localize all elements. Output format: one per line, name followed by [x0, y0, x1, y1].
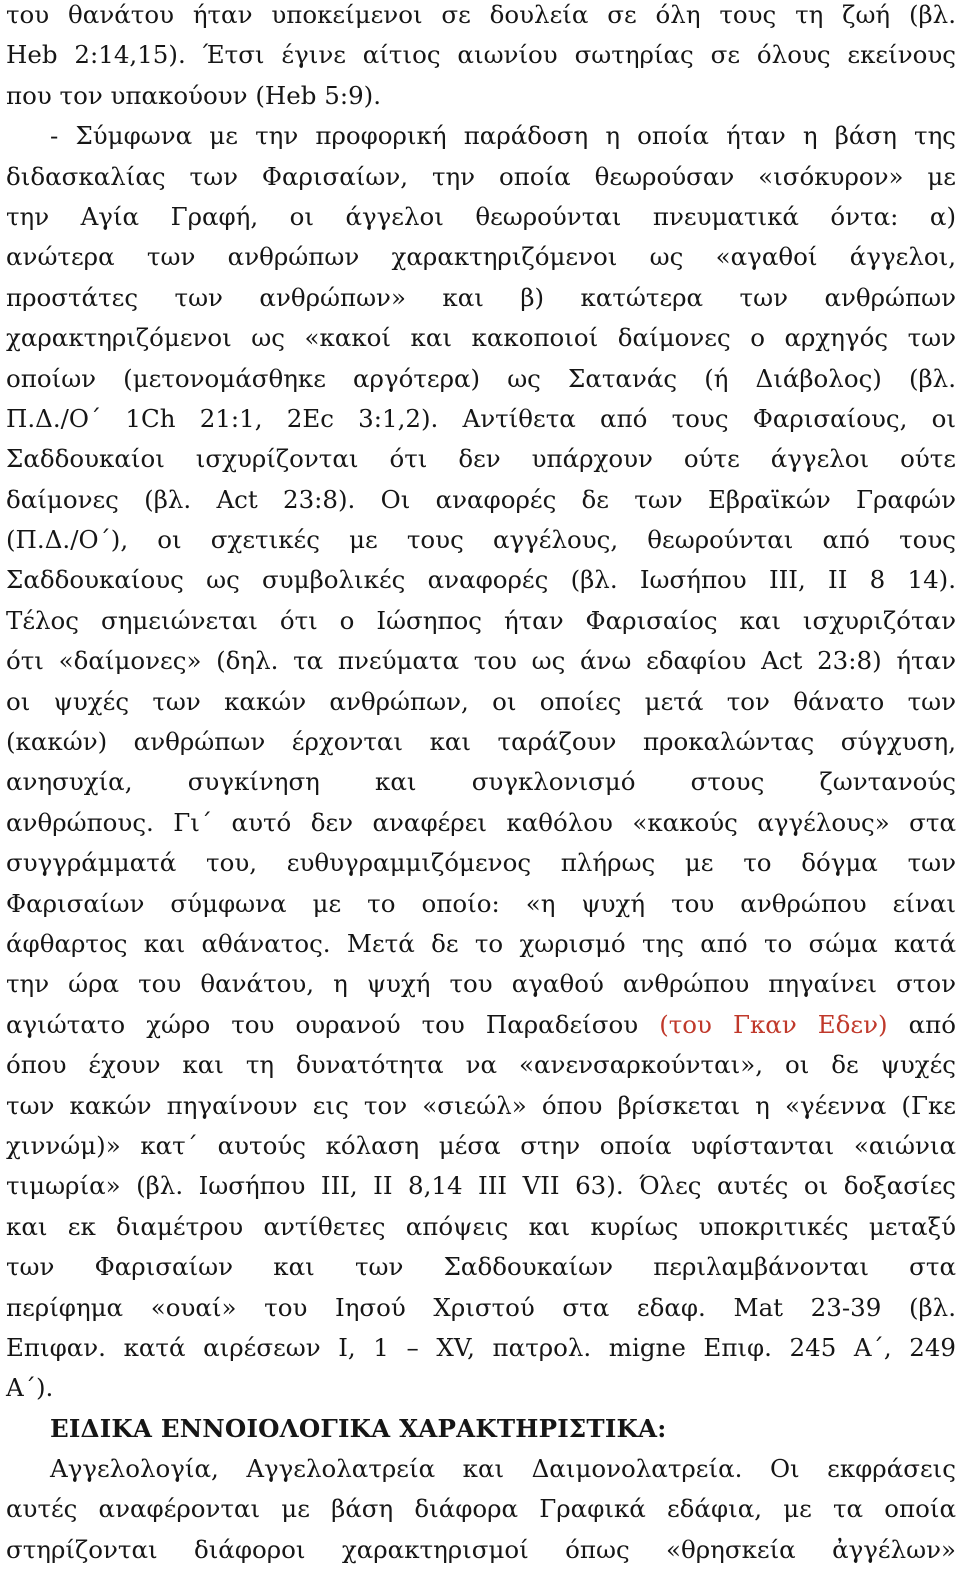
text-line: δαίμονες (βλ. Act 23:8). Οι αναφορές δε των Εβραϊκών Γραφών: [6, 484, 956, 514]
text-line: Αγγελολογία, Αγγελολατρεία και Δαιμονολατρεία. Οι εκφράσεις: [50, 1454, 956, 1484]
text-line: ανθρώπους. Γι΄ αυτό δεν αναφέρει καθόλου «κακούς αγγέλους» στα: [6, 807, 956, 837]
text-line: ανησυχία, συγκίνηση και συγκλονισμό στους ζωντανούς: [6, 767, 956, 797]
text-line: χαρακτηριζόμενοι ως «κακοί και κακοποιοί δαίμονες ο αρχηγός των: [6, 323, 956, 353]
text-line: του θανάτου ήταν υποκείμενοι σε δουλεία σε όλη τους τη ζωή (βλ.: [6, 0, 956, 29]
text-line: Τέλος σημειώνεται ότι ο Ιώσηπος ήταν Φαρισαίος και ισχυριζόταν: [6, 605, 956, 635]
text-line: άφθαρτος και αθάνατος. Μετά δε το χωρισμό της από το σώμα κατά: [6, 928, 956, 958]
text-line: Α΄).: [6, 1373, 54, 1403]
text-line: την ώρα του θανάτου, η ψυχή του αγαθού ανθρώπου πηγαίνει στον: [6, 969, 956, 999]
text-segment: αγιώτατο χώρο του ουρανού του Παραδείσου: [6, 1009, 660, 1039]
text-line: και εκ διαμέτρου αντίθετες απόψεις και κυρίως υποκριτικές μεταξύ: [6, 1211, 956, 1241]
text-line: την Αγία Γραφή, οι άγγελοι θεωρούνται πνευματικά όντα: α): [6, 201, 956, 231]
text-line: οι ψυχές των κακών ανθρώπων, οι οποίες μετά τον θάνατο των: [6, 686, 956, 716]
text-line-with-highlight: [6, 1005, 956, 1045]
text-line: ότι «δαίμονες» (δηλ. τα πνεύματα του ως άνω εδαφίου Act 23:8) ήταν: [6, 646, 956, 676]
text-line: αυτές αναφέρονται με βάση διάφορα Γραφικά εδάφια, με τα οποία: [6, 1494, 956, 1524]
document-page: [6, 0, 956, 1570]
text-line: Επιφαν. κατά αιρέσεων Ι, 1 – XV, πατρολ. migne Επιφ. 245 Α΄, 249: [6, 1332, 956, 1362]
text-line: τιμωρία» (βλ. Ιωσήπου III, II 8,14 III VII 63). Όλες αυτές οι δοξασίες: [6, 1171, 956, 1201]
text-line: Σαδδουκαίους ως συμβολικές αναφορές (βλ. Ιωσήπου III, II 8 14).: [6, 565, 956, 595]
text-line: περίφημα «ουαί» του Ιησού Χριστού στα εδαφ. Mat 23-39 (βλ.: [6, 1292, 956, 1322]
text-line: προστάτες των ανθρώπων» και β) κατώτερα των ανθρώπων: [6, 282, 956, 312]
text-line: Σαδδουκαίοι ισχυρίζονται ότι δεν υπάρχουν ούτε άγγελοι ούτε: [6, 444, 956, 474]
text-line: (Π.Δ./Ο΄), οι σχετικές με τους αγγέλους, θεωρούνται από τους: [6, 525, 956, 555]
text-line: ανώτερα των ανθρώπων χαρακτηριζόμενοι ως «αγαθοί άγγελοι,: [6, 242, 956, 272]
text-line: στηρίζονται διάφοροι χαρακτηρισμοί όπως «θρησκεία ἀγγέλων»: [6, 1534, 956, 1564]
text-line: συγγράμματά του, ευθυγραμμιζόμενος πλήρως με το δόγμα των: [6, 848, 956, 878]
text-line: Φαρισαίων σύμφωνα με το οποίο: «η ψυχή του ανθρώπου είναι: [6, 888, 956, 918]
text-line: διδασκαλίας των Φαρισαίων, την οποία θεωρούσαν «ισόκυρον» με: [6, 161, 956, 191]
text-segment: από: [887, 1009, 956, 1039]
text-line: όπου έχουν και τη δυνατότητα να «ανενσαρκούνται», οι δε ψυχές: [6, 1050, 956, 1080]
text-line: - Σύμφωνα με την προφορική παράδοση η οποία ήταν η βάση της: [50, 121, 956, 151]
text-line: οποίων (μετονομάσθηκε αργότερα) ως Σατανάς (ή Διάβολος) (βλ.: [6, 363, 956, 393]
text-line: Π.Δ./Ο΄ 1Ch 21:1, 2Ec 3:1,2). Αντίθετα από τους Φαρισαίους, οι: [6, 403, 956, 433]
section-heading: ΕΙΔΙΚΑ ΕΝΝΟΙΟΛΟΓΙΚΑ ΧΑΡΑΚΤΗΡΙΣΤΙΚΑ:: [50, 1413, 667, 1443]
highlighted-text: (του Γκαν Εδεν): [659, 1009, 888, 1039]
text-line: χιννώμ)» κατ΄ αυτούς κόλαση μέσα στην οποία υφίστανται «αιώνια: [6, 1130, 956, 1160]
text-line: που τον υπακούουν (Heb 5:9).: [6, 80, 382, 110]
text-line: των κακών πηγαίνουν εις τον «σιεώλ» όπου βρίσκεται η «γέεννα (Γκε: [6, 1090, 956, 1120]
text-line: των Φαρισαίων και των Σαδδουκαίων περιλαμβάνονται στα: [6, 1252, 956, 1282]
text-line: (κακών) ανθρώπων έρχονται και ταράζουν προκαλώντας σύγχυση,: [6, 727, 956, 757]
text-line: Heb 2:14,15). Έτσι έγινε αίτιος αιωνίου σωτηρίας σε όλους εκείνους: [6, 40, 956, 70]
